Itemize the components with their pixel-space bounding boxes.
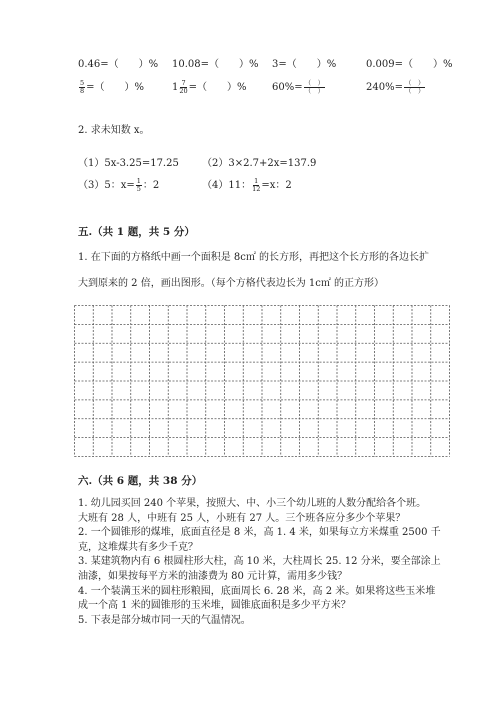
- conversion-item-5: $\frac{5}{8}$ =（ ）%: [80, 79, 145, 95]
- question-line: 1. 在下面的方格纸中画一个面积是 8c㎡ 的长方形，再把这个长方形的各边长扩: [78, 252, 430, 263]
- equation-3: （3）5：x= $\frac{1}{5}$ ：2: [78, 177, 160, 193]
- fraction: $\frac{7}{20}$: [179, 79, 188, 95]
- question-line: 油漆，如果按每平方米的油漆费为 80 元计算，需用多少钱？: [78, 570, 348, 582]
- answer-blank[interactable]: [413, 59, 433, 70]
- answer-blank[interactable]: [119, 59, 139, 70]
- equation-4: （4）11： $\frac{1}{12}$ =x：2: [202, 177, 292, 193]
- equation-1: （1）5x-3.25=17.25: [78, 158, 179, 169]
- conversion-item-6: 1 $\frac{7}{20}$ =（ ）%: [172, 79, 247, 95]
- fraction: $\frac{1}{12}$: [252, 177, 261, 193]
- conversion-item-1: 0.46=（ ）%: [78, 59, 159, 70]
- question-line: 大班有 28 人，中班有 25 人，小班有 27 人。三个班各应分多少个苹果？: [78, 512, 406, 524]
- question-line: 成一个高 1 米的圆锥形的玉米堆，圆锥底面积是多少平方米？: [78, 600, 351, 612]
- fraction: $\frac{1}{5}$: [136, 177, 141, 193]
- fraction: $\frac{5}{8}$: [80, 79, 85, 95]
- section-5-question: [78, 250, 473, 291]
- conversion-item-7: 60%= $\frac{( )}{( )}$: [272, 79, 325, 95]
- question-line: 2. 一个圆锥形的煤堆，底面直径是 8 米，高 1. 4 米，如果每立方米煤重 2500 千: [78, 527, 441, 539]
- question-2-title: 2. 求未知数 x。: [78, 125, 150, 136]
- conversion-item-2: 10.08=（ ）%: [172, 59, 259, 70]
- equation-2: （2）3×2.7+2x=137.9: [202, 158, 317, 169]
- conversion-item-3: 3=（ ）%: [272, 59, 337, 70]
- grid-lines: [74, 305, 450, 457]
- question-line: 1. 幼儿园买回 240 个苹果，按照大、中、小三个幼儿班的人数分配给各个班。: [78, 498, 427, 509]
- grid-paper[interactable]: [74, 305, 450, 457]
- section-6-heading: 六.（共 6 题，共 38 分）: [78, 475, 203, 487]
- question-line: 5. 下表是部分城市同一天的气温情况。: [78, 614, 251, 626]
- conversion-item-8: 240%= $\frac{( )}{( )}$: [366, 79, 425, 95]
- section-5-heading: 五.（共 1 题，共 5 分）: [78, 226, 195, 238]
- question-line: 4. 一个装满玉米的圆柱形粮囤，底面周长 6. 28 米，高 2 米。如果将这些玉米堆: [78, 585, 436, 597]
- section-6-questions: [78, 497, 478, 628]
- answer-blank[interactable]: [219, 59, 239, 70]
- answer-blank[interactable]: [297, 59, 317, 70]
- question-line: 克，这堆煤共有多少千克？: [78, 541, 198, 553]
- question-line: 3. 某建筑物内有 6 根圆柱形大柱，高 10 米，大柱周长 25. 12 分米，要全部涂上: [78, 556, 441, 568]
- question-line: 大到原来的 2 倍，画出图形。（每个方格代表边长为 1c㎡ 的正方形）: [78, 277, 385, 289]
- fraction-blank[interactable]: $\frac{( )}{( )}$: [304, 79, 325, 95]
- conversion-item-4: 0.009=（ ）%: [366, 59, 453, 70]
- fraction-blank[interactable]: $\frac{( )}{( )}$: [404, 79, 425, 95]
